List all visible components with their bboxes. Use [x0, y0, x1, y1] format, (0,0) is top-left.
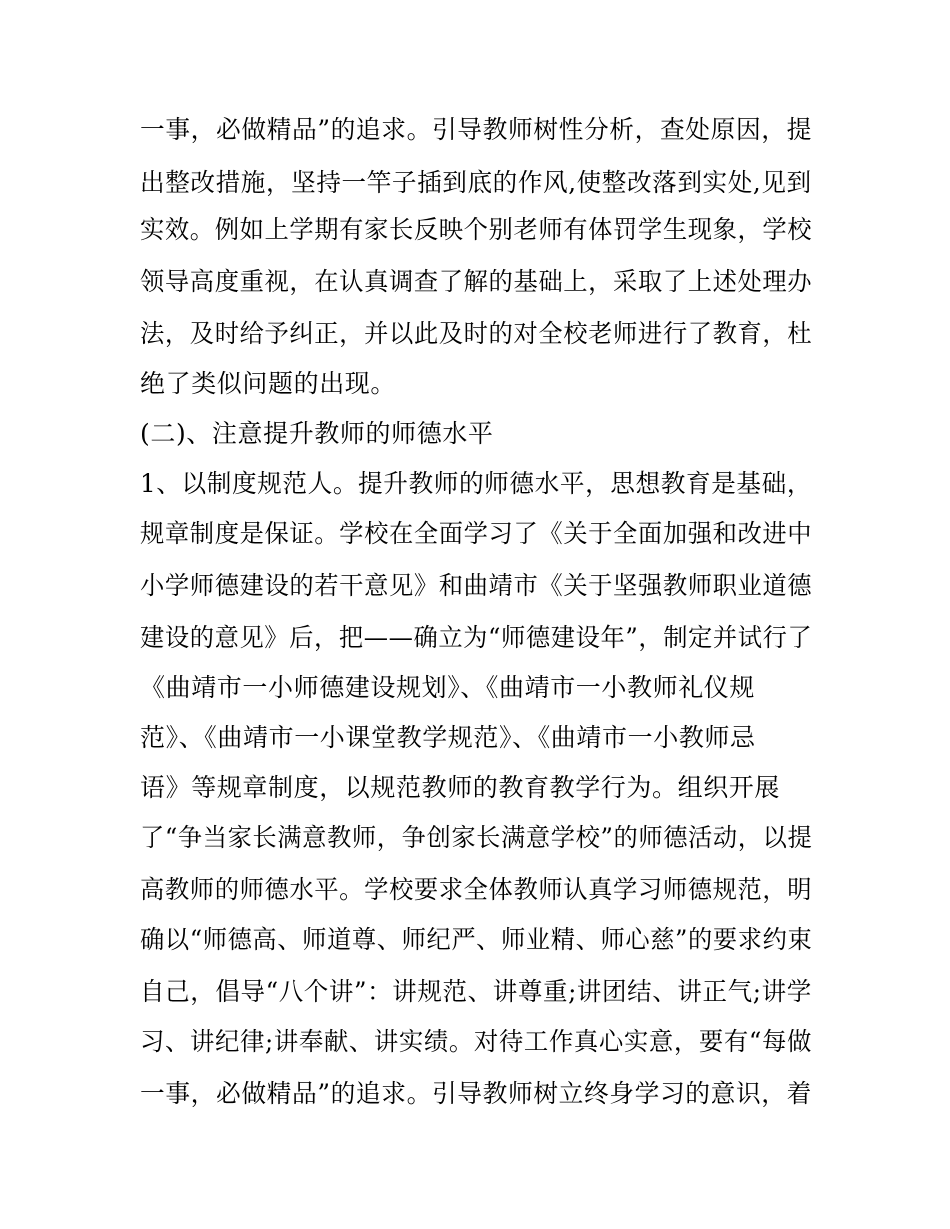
text-line: 绝了类似问题的出现。 [140, 369, 397, 398]
text-line: 《曲靖市一小师德建设规划》、《曲靖市一小教师礼仪规 [140, 673, 756, 702]
text-line: 领导高度重视，在认真调查了解的基础上，采取了上述处理办 [140, 267, 813, 296]
text-line: 了“争当家长满意教师，争创家长满意学校”的师德活动，以提 [140, 823, 813, 852]
text-line: 建设的意见》后，把——确立为“师德建设年”，制定并试行了 [140, 623, 813, 652]
text-line: 规章制度是保证。学校在全面学习了《关于全面加强和改进中 [140, 519, 813, 548]
text-line: 自己，倡导“八个讲”：讲规范、讲尊重;讲团结、讲正气;讲学 [140, 977, 812, 1006]
text-line: 高教师的师德水平。学校要求全体教师认真学习师德规范，明 [140, 875, 813, 904]
text-line: 范》、《曲靖市一小课堂教学规范》、《曲靖市一小教师忌 [140, 723, 756, 752]
text-line: 1、以制度规范人。提升教师的师德水平，思想教育是基础， [140, 469, 813, 498]
text-line: 习、讲纪律;讲奉献、讲实绩。对待工作真心实意，要有“每做 [140, 1027, 813, 1056]
text-line: 小学师德建设的若干意见》和曲靖市《关于坚强教师职业道德 [140, 571, 813, 600]
text-line: 法，及时给予纠正，并以此及时的对全校老师进行了教育，杜 [140, 319, 813, 348]
text-line: 实效。例如上学期有家长反映个别老师有体罚学生现象，学校 [140, 215, 813, 244]
section-heading: (二)、注意提升教师的师德水平 [140, 419, 494, 448]
text-line: 一事，必做精品”的追求。引导教师树性分析，查处原因，提 [140, 115, 812, 144]
text-line: 出整改措施，坚持一竿子插到底的作风,使整改落到实处,见到 [140, 168, 812, 197]
text-line: 语》等规章制度，以规范教师的教育教学行为。组织开展 [140, 773, 781, 802]
text-line: 一事，必做精品”的追求。引导教师树立终身学习的意识，着 [140, 1079, 812, 1108]
text-line: 确以“师德高、师道尊、师纪严、师业精、师心慈”的要求约束 [140, 925, 813, 954]
